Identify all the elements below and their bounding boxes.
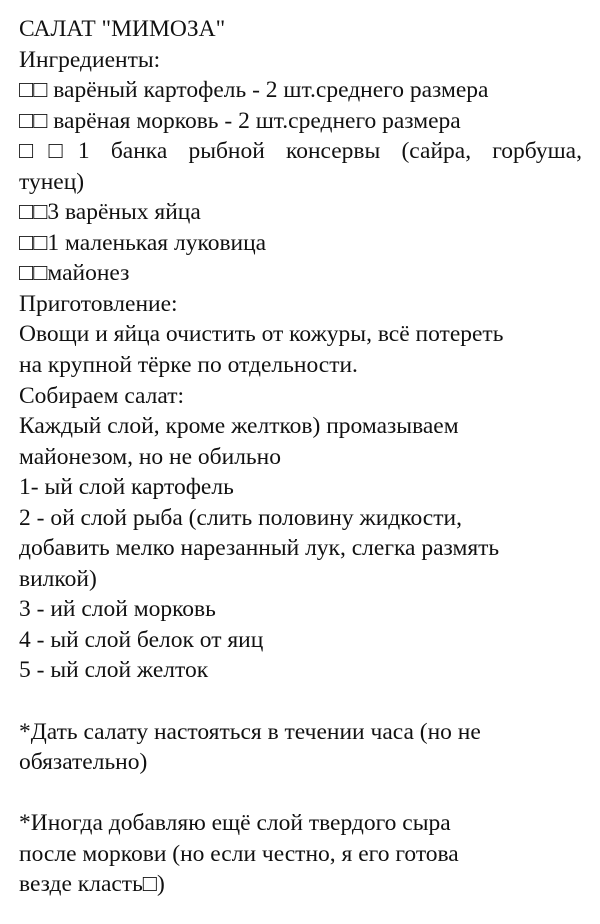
- note-text: *Дать салату настояться в течении часа (но не: [19, 718, 481, 745]
- layer-step: 5 - ый слой желток: [19, 657, 209, 684]
- ingredient-item: □□1 банка рыбной консервы (сайра, горбуша,: [19, 138, 582, 165]
- recipe-title: САЛАТ "МИМОЗА": [19, 16, 226, 42]
- note-text: *Иногда добавляю ещё слой твердого сыра: [19, 810, 451, 837]
- note-text: везде класть□): [19, 871, 165, 898]
- layer-step: вилкой): [19, 565, 97, 592]
- preparation-heading: Приготовление:: [19, 290, 178, 317]
- ingredient-item: □□ варёный картофель - 2 шт.среднего размера: [19, 77, 489, 104]
- blank-line: [19, 686, 582, 717]
- layer-step: добавить мелко нарезанный лук, слегка размять: [19, 535, 500, 562]
- layer-step: 3 - ий слой морковь: [19, 596, 216, 623]
- blank-line: [19, 778, 582, 809]
- ingredient-item-continued: тунец): [19, 168, 85, 195]
- layer-step: 4 - ый слой белок от яиц: [19, 626, 264, 653]
- ingredient-item: □□3 варёных яйца: [19, 199, 201, 226]
- assembly-text: Каждый слой, кроме желтков) промазываем: [19, 413, 459, 440]
- assembly-heading: Собираем салат:: [19, 382, 185, 409]
- preparation-text: Овощи и яйца очистить от кожуры, всё потереть: [19, 321, 504, 348]
- ingredients-heading: Ингредиенты:: [19, 46, 161, 73]
- assembly-text: майонезом, но не обильно: [19, 443, 281, 470]
- note-text: обязательно): [19, 749, 148, 776]
- ingredient-item: □□ варёная морковь - 2 шт.среднего размера: [19, 107, 461, 134]
- ingredient-item: □□1 маленькая луковица: [19, 229, 267, 256]
- layer-step: 2 - ой слой рыба (слить половину жидкости,: [19, 504, 462, 531]
- note-text: после моркови (но если честно, я его готова: [19, 840, 459, 867]
- layer-step: 1- ый слой картофель: [19, 474, 234, 501]
- recipe-document: [19, 14, 582, 900]
- ingredient-item: □□майонез: [19, 260, 130, 287]
- preparation-text: на крупной тёрке по отдельности.: [19, 352, 358, 379]
